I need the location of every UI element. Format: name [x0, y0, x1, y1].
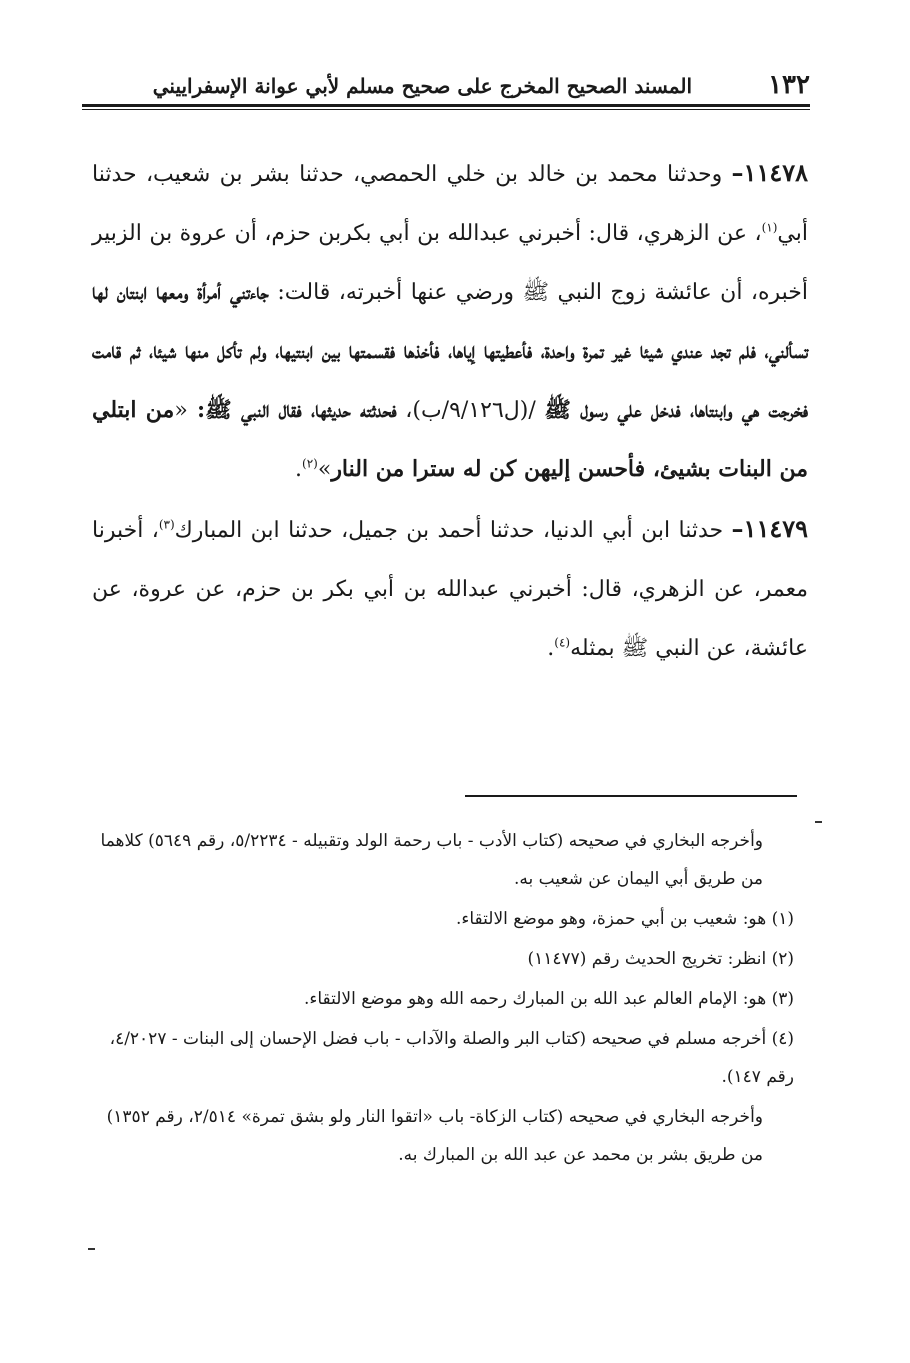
- hadith-quote: من ابتلي من البنات بشيئ، فأحسن إليهن كن له سترا من النار: [92, 397, 808, 482]
- footnote-2: (٢) انظر: تخريج الحديث رقم (١١٤٧٧): [527, 949, 794, 969]
- footnote-1: (١) هو: شعيب بن أبي حمزة، وهو موضع الالتقاء.: [455, 909, 794, 929]
- quote-mark: «: [174, 398, 188, 423]
- footnote-4: (٤) أخرجه مسلم في صحيحه (كتاب البر والصلة والآداب - باب فضل الإحسان إلى البنات - ٤/٢٠٢٧، رقم ١٤٧).: [109, 1029, 794, 1087]
- hadith-number: ١١٤٧٨–: [731, 158, 808, 187]
- hadith-matn: فحدثته حديثها، فقال النبي ﷺ:: [187, 397, 397, 423]
- running-title: المسند الصحيح المخرج على صحيح مسلم لأبي عوانة الإسفراييني: [152, 74, 692, 98]
- footnote-separator: [465, 795, 797, 797]
- footnote-4-continuation: وأخرجه البخاري في صحيحه (كتاب الزكاة- باب «اتقوا النار ولو بشق تمرة» ٢/٥١٤، رقم ١٣٥٢) من طريق بشر بن محمد عن عبد الله بن المبارك به.: [106, 1107, 763, 1165]
- hadith-end: .: [547, 636, 555, 661]
- continuation-mark: [88, 1248, 95, 1250]
- hadith-text: حدثنا ابن أبي الدنيا، حدثنا أحمد بن جميل، حدثنا ابن المبارك: [174, 518, 732, 543]
- main-text: [92, 143, 808, 678]
- page-header: [82, 66, 810, 104]
- footnote-ref: (١): [761, 220, 778, 235]
- footnote-ref: (٣): [158, 517, 175, 532]
- footnote-ref: (٢): [302, 456, 318, 471]
- hadith-text: ، أخبرنا معمر، عن الزهري، قال: أخبرني عبدالله بن أبي بكر بن حزم، عن عروة، عن عائشة، عن النبي ﷺ بمثله: [92, 518, 808, 661]
- hadith-text: وحدثنا محمد بن خالد بن خلي الحمصي، حدثنا بشر بن شعيب، حدثنا أبي: [92, 162, 808, 246]
- quote-mark: »: [317, 457, 332, 482]
- hadith-end: .: [295, 457, 303, 482]
- hadith-number: ١١٤٧٩–: [731, 514, 808, 543]
- hadith-1479: [92, 499, 808, 678]
- header-rule-thin: [82, 109, 810, 110]
- hadith-text: ، عن الزهري، قال: أخبرني عبدالله بن أبي بكربن حزم، أن عروة بن الزبير أخبره، أن عائشة زوج النبي ﷺ ورضي عنها أخبرته، قالت:: [92, 221, 808, 305]
- hadith-matn: جاءتني أمرأة ومعها ابنتان لها تسألني، فلم تجد عندي شيئا غير تمرة واحدة، فأعطيتها إياها، فأخذها فقسمتها بين ابنتيها، ولم تأكل منها شيئا، ثم قامت فخرجت هي وابنتاها، فدخل علي رسول ﷺ: [92, 279, 808, 423]
- page-number: ١٣٢: [768, 70, 810, 100]
- header-rule: [82, 104, 810, 107]
- continuation-mark: [815, 821, 822, 823]
- footnotes: [88, 822, 808, 1176]
- footnote-ref: (٤): [554, 635, 571, 650]
- footnote-continuation: وأخرجه البخاري في صحيحه (كتاب الأدب - باب رحمة الولد وتقبيله - ٥/٢٢٣٤، رقم ٥٦٤٩) كلاهما من طريق أبي اليمان عن شعيب به.: [100, 831, 763, 889]
- footnote-3: (٣) هو: الإمام العالم عبد الله بن المبارك رحمه الله وهو موضع الالتقاء.: [303, 989, 794, 1009]
- hadith-1478: [92, 143, 808, 499]
- manuscript-marker: /(ل٩/١٢٦/ب)،: [396, 398, 545, 423]
